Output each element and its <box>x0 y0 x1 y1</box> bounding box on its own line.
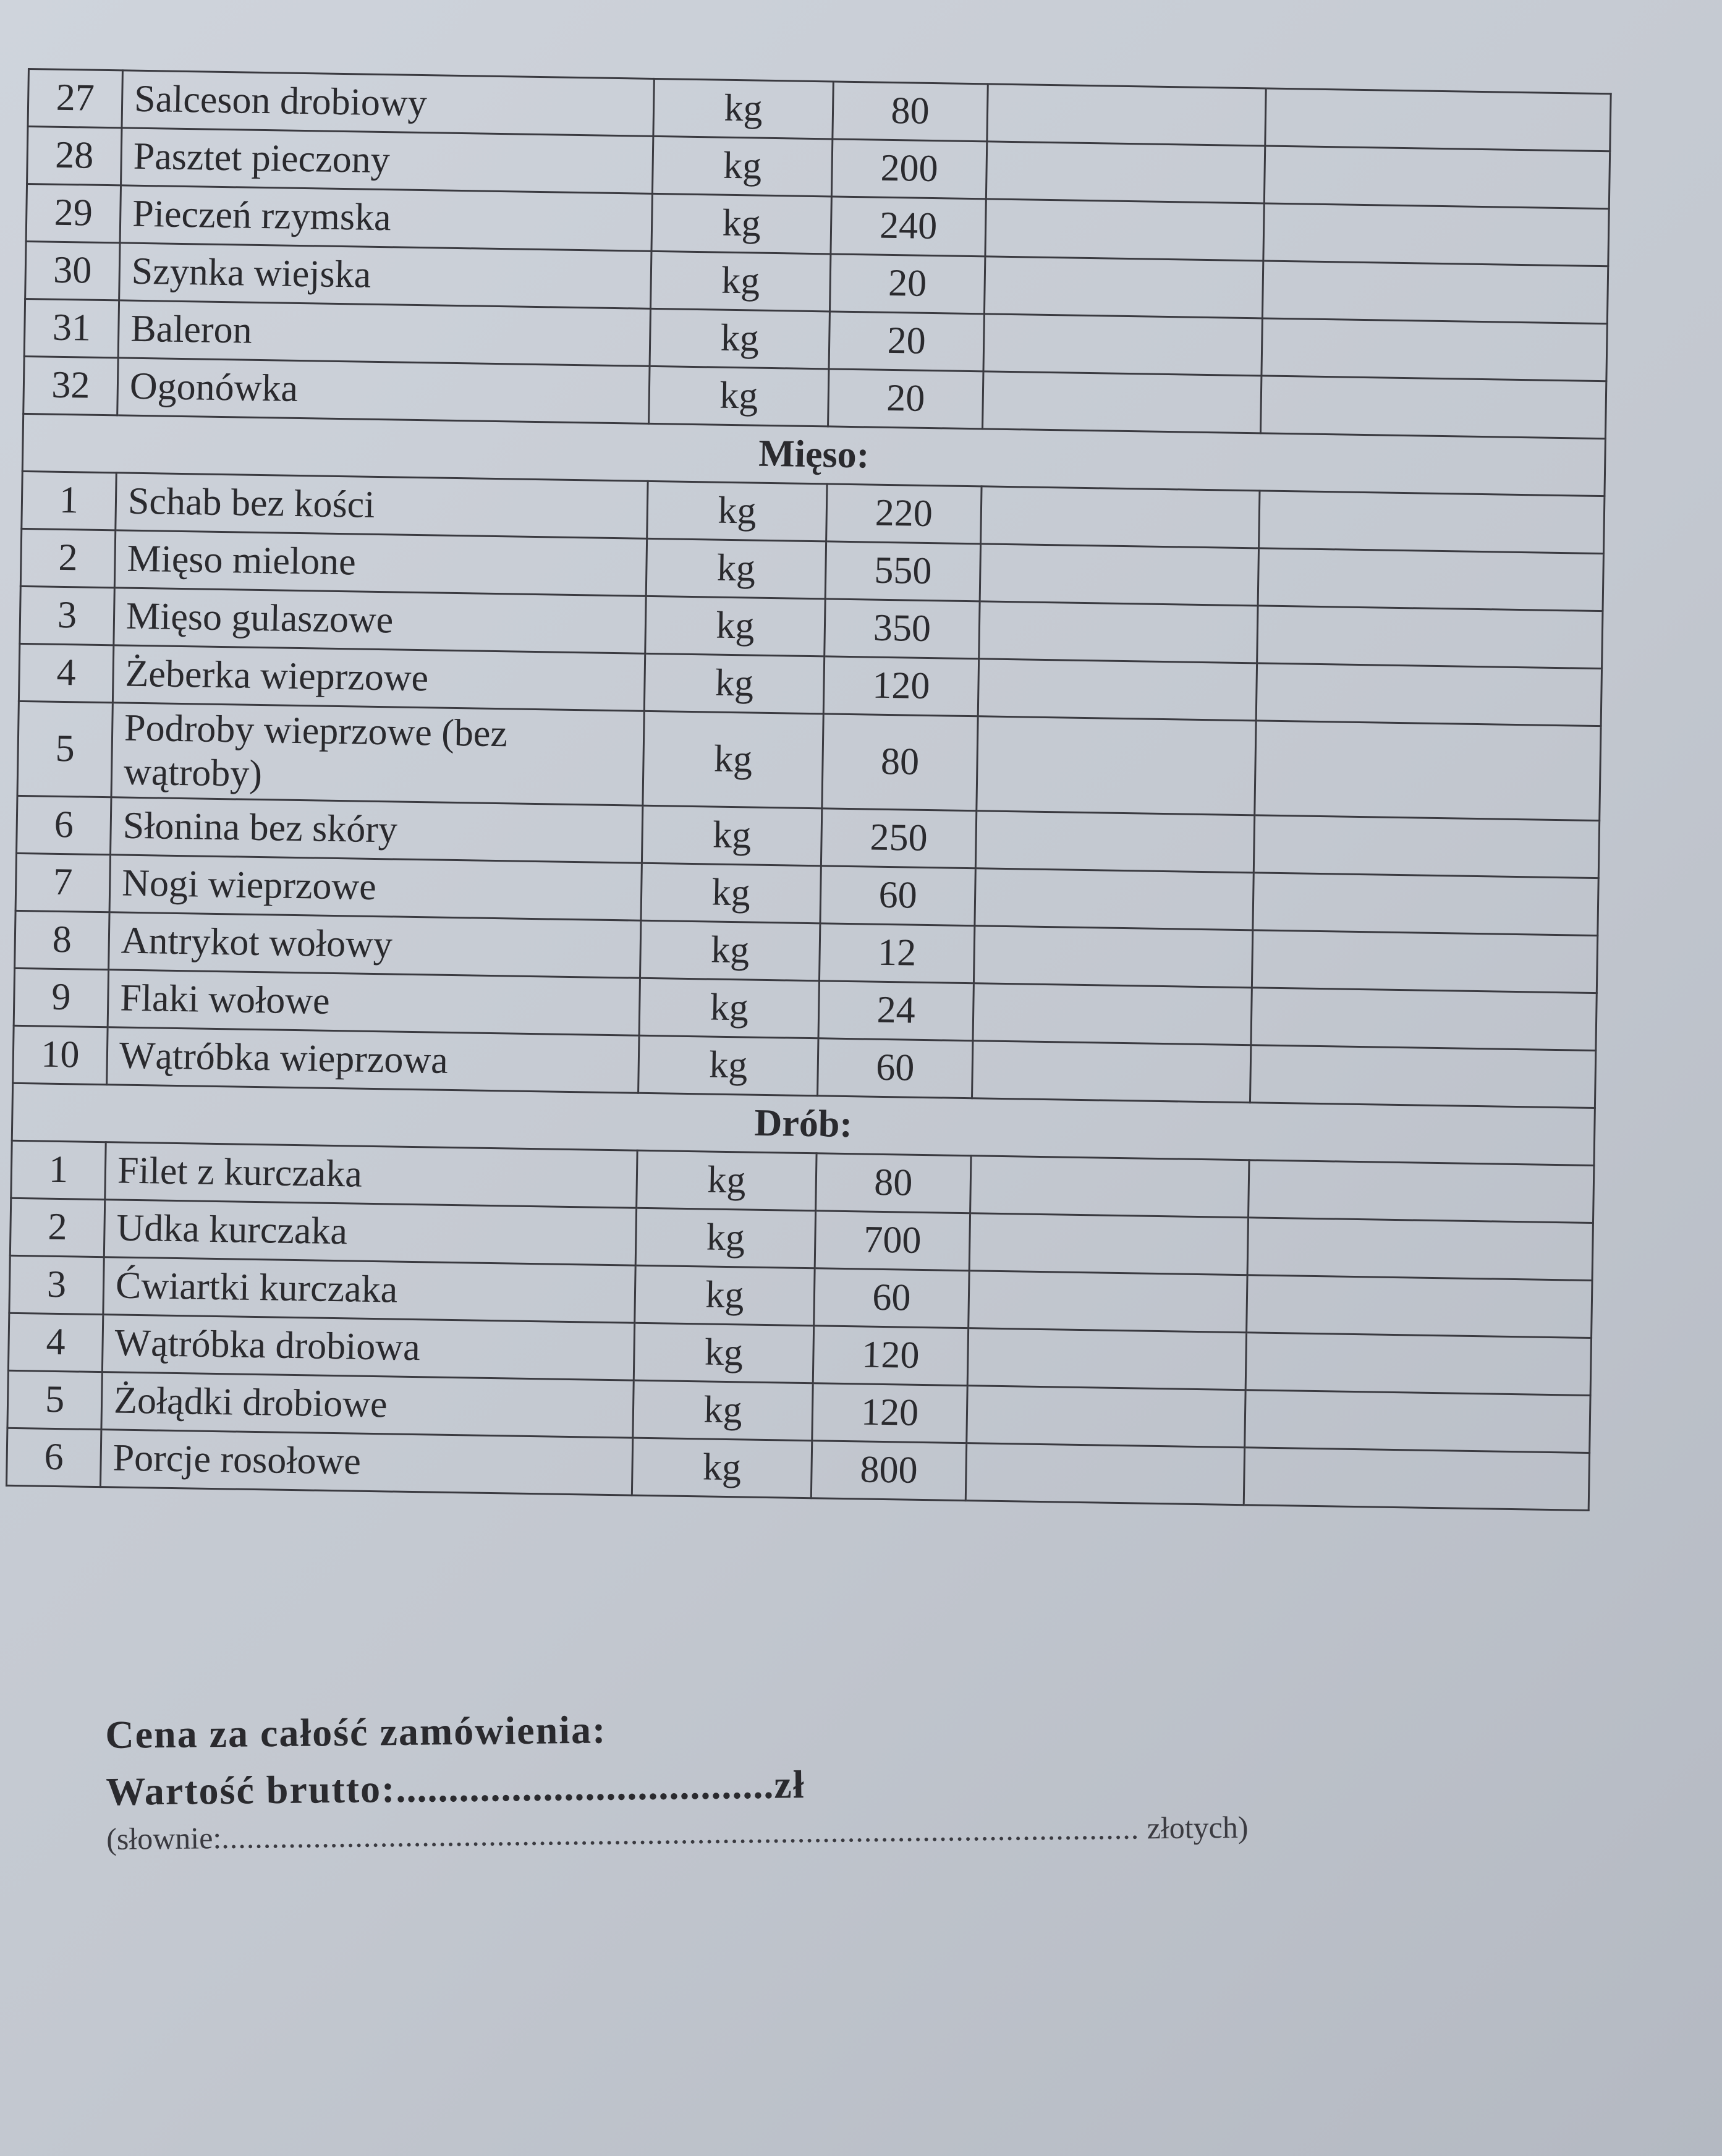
quantity: 20 <box>829 312 984 371</box>
row-number: 28 <box>27 127 122 185</box>
quantity: 80 <box>833 82 988 142</box>
amount-in-words-label: (słownie: <box>106 1820 222 1856</box>
total-value-cell <box>1256 663 1601 726</box>
quantity: 60 <box>814 1268 969 1328</box>
unit-price-cell <box>980 544 1258 606</box>
unit-of-measure: kg <box>652 136 832 197</box>
quantity: 700 <box>815 1211 970 1271</box>
quantity: 120 <box>813 1326 968 1386</box>
product-name: Nogi wieprzowe <box>109 855 642 920</box>
unit-price-cell <box>965 1443 1244 1505</box>
order-summary <box>105 1697 1528 1857</box>
unit-price-cell <box>975 811 1254 873</box>
unit-of-measure: kg <box>650 308 829 369</box>
product-name: Szynka wiejska <box>119 243 651 308</box>
quantity: 200 <box>831 139 986 199</box>
total-value-cell <box>1253 815 1599 878</box>
quantity: 80 <box>822 714 978 811</box>
unit-price-cell <box>973 983 1252 1045</box>
product-name: Ogonówka <box>117 358 650 423</box>
order-table <box>6 68 1612 1511</box>
quantity: 20 <box>828 369 983 429</box>
row-number: 3 <box>9 1255 104 1314</box>
document-sheet <box>28 68 1610 1492</box>
total-value-cell <box>1264 146 1610 209</box>
product-name: Antrykot wołowy <box>109 912 641 978</box>
amount-in-words-field: .............................................................................................................. <box>221 1810 1140 1856</box>
unit-price-cell <box>973 926 1252 988</box>
row-number: 29 <box>26 184 121 243</box>
product-name: Ćwiartki kurczaka <box>103 1257 635 1323</box>
unit-price-cell <box>967 1328 1246 1390</box>
unit-price-cell <box>970 1156 1249 1218</box>
row-number: 5 <box>17 701 112 797</box>
gross-value-unit: zł <box>773 1762 805 1807</box>
product-name: Pieczeń rzymska <box>120 185 652 251</box>
row-number: 2 <box>10 1198 104 1257</box>
quantity: 80 <box>816 1153 971 1213</box>
section-title: Drób: <box>12 1083 1595 1165</box>
total-value-cell <box>1259 491 1605 554</box>
amount-in-words-line <box>106 1806 1528 1857</box>
quantity: 24 <box>818 981 973 1041</box>
row-number: 8 <box>15 910 109 969</box>
total-value-cell <box>1245 1333 1591 1396</box>
order-table-body <box>6 69 1611 1511</box>
row-number: 10 <box>13 1025 108 1084</box>
quantity: 120 <box>812 1383 967 1443</box>
row-number: 2 <box>20 528 115 587</box>
unit-of-measure: kg <box>640 920 820 981</box>
row-number: 32 <box>23 356 118 415</box>
unit-of-measure: kg <box>649 366 829 427</box>
product-name: Wątróbka wieprzowa <box>107 1027 639 1093</box>
unit-of-measure: kg <box>653 79 833 139</box>
gross-value-line <box>106 1754 1528 1815</box>
unit-of-measure: kg <box>634 1323 813 1383</box>
row-number: 31 <box>24 299 119 357</box>
unit-of-measure: kg <box>643 711 823 808</box>
unit-price-cell <box>975 868 1253 930</box>
unit-price-cell <box>967 1386 1245 1448</box>
unit-price-cell <box>969 1271 1247 1333</box>
total-value-cell <box>1247 1218 1593 1281</box>
quantity: 60 <box>820 866 975 926</box>
unit-of-measure: kg <box>635 1265 815 1326</box>
gross-value-field: .................................... <box>395 1762 774 1811</box>
unit-of-measure: kg <box>644 653 824 714</box>
total-value-cell <box>1249 1160 1594 1223</box>
row-number: 7 <box>15 853 110 912</box>
unit-price-cell <box>972 1041 1251 1103</box>
gross-value-label: Wartość brutto: <box>105 1767 396 1814</box>
unit-of-measure: kg <box>633 1380 813 1441</box>
product-name: Salceson drobiowy <box>122 70 654 136</box>
product-name: Baleron <box>118 300 650 366</box>
unit-of-measure: kg <box>651 193 831 254</box>
section-title: Mięso: <box>22 414 1605 496</box>
row-number: 1 <box>22 471 116 530</box>
product-name: Podroby wieprzowe (bez wątroby) <box>111 703 644 805</box>
total-value-cell <box>1244 1448 1589 1511</box>
quantity: 120 <box>823 656 978 716</box>
product-name: Mięso mielone <box>114 530 647 596</box>
unit-of-measure: kg <box>638 1035 818 1096</box>
total-value-cell <box>1252 930 1597 993</box>
quantity: 220 <box>826 484 982 544</box>
total-value-cell <box>1251 988 1597 1051</box>
row-number: 4 <box>8 1313 103 1372</box>
row-number: 1 <box>11 1140 106 1199</box>
unit-of-measure: kg <box>637 1150 816 1211</box>
unit-of-measure: kg <box>632 1438 812 1498</box>
quantity: 550 <box>825 541 980 601</box>
unit-price-cell <box>985 199 1264 261</box>
row-number: 9 <box>14 968 108 1027</box>
product-name: Żeberka wieprzowe <box>112 645 645 711</box>
total-value-cell <box>1260 376 1606 439</box>
total-value-cell <box>1262 318 1607 381</box>
product-name: Żołądki drobiowe <box>101 1372 634 1438</box>
quantity: 250 <box>821 808 976 868</box>
product-name: Pasztet pieczony <box>121 128 653 193</box>
unit-of-measure: kg <box>642 805 821 866</box>
row-number: 4 <box>19 643 113 702</box>
quantity: 60 <box>818 1038 973 1098</box>
total-value-cell <box>1265 88 1611 151</box>
unit-of-measure: kg <box>651 251 831 312</box>
unit-of-measure: kg <box>646 538 826 599</box>
product-name: Słonina bez skóry <box>111 797 643 863</box>
quantity: 240 <box>831 197 986 257</box>
unit-of-measure: kg <box>641 863 821 923</box>
product-name: Porcje rosołowe <box>100 1430 632 1495</box>
row-number: 6 <box>6 1428 101 1487</box>
product-name: Schab bez kości <box>116 473 648 538</box>
product-name: Udka kurczaka <box>104 1200 636 1265</box>
total-value-cell <box>1258 548 1603 611</box>
unit-price-cell <box>979 601 1258 663</box>
product-name: Flaki wołowe <box>108 970 640 1035</box>
amount-in-words-unit: złotych) <box>1147 1809 1249 1846</box>
total-value-cell <box>1257 606 1603 669</box>
row-number: 5 <box>7 1370 102 1429</box>
total-value-cell <box>1262 261 1608 324</box>
row-number: 3 <box>20 586 114 645</box>
row-number: 6 <box>17 796 111 854</box>
total-value-cell <box>1263 203 1609 266</box>
total-value-cell <box>1245 1390 1590 1453</box>
total-value-cell <box>1253 873 1598 936</box>
quantity: 12 <box>819 923 974 983</box>
total-value-cell <box>1255 721 1601 821</box>
unit-price-cell <box>986 142 1265 203</box>
total-value-cell <box>1250 1045 1595 1108</box>
total-value-cell <box>1247 1275 1592 1338</box>
unit-price-cell <box>987 84 1266 146</box>
unit-price-cell <box>969 1213 1248 1275</box>
summary-heading: Cena za całość zamówienia: <box>105 1707 607 1757</box>
unit-price-cell <box>981 486 1260 548</box>
row-number: 30 <box>25 241 120 300</box>
product-name: Filet z kurczaka <box>105 1142 637 1208</box>
unit-price-cell <box>978 659 1257 721</box>
unit-price-cell <box>983 314 1262 376</box>
unit-price-cell <box>977 716 1256 815</box>
unit-of-measure: kg <box>635 1208 815 1268</box>
unit-price-cell <box>983 371 1262 433</box>
quantity: 800 <box>811 1441 966 1501</box>
row-number: 27 <box>28 69 122 128</box>
product-name: Mięso gulaszowe <box>114 588 646 653</box>
unit-of-measure: kg <box>639 978 819 1038</box>
quantity: 350 <box>825 599 980 659</box>
unit-of-measure: kg <box>647 481 827 541</box>
quantity: 20 <box>829 254 985 314</box>
product-name: Wątróbka drobiowa <box>102 1315 634 1380</box>
unit-price-cell <box>984 257 1263 318</box>
unit-of-measure: kg <box>645 596 825 656</box>
